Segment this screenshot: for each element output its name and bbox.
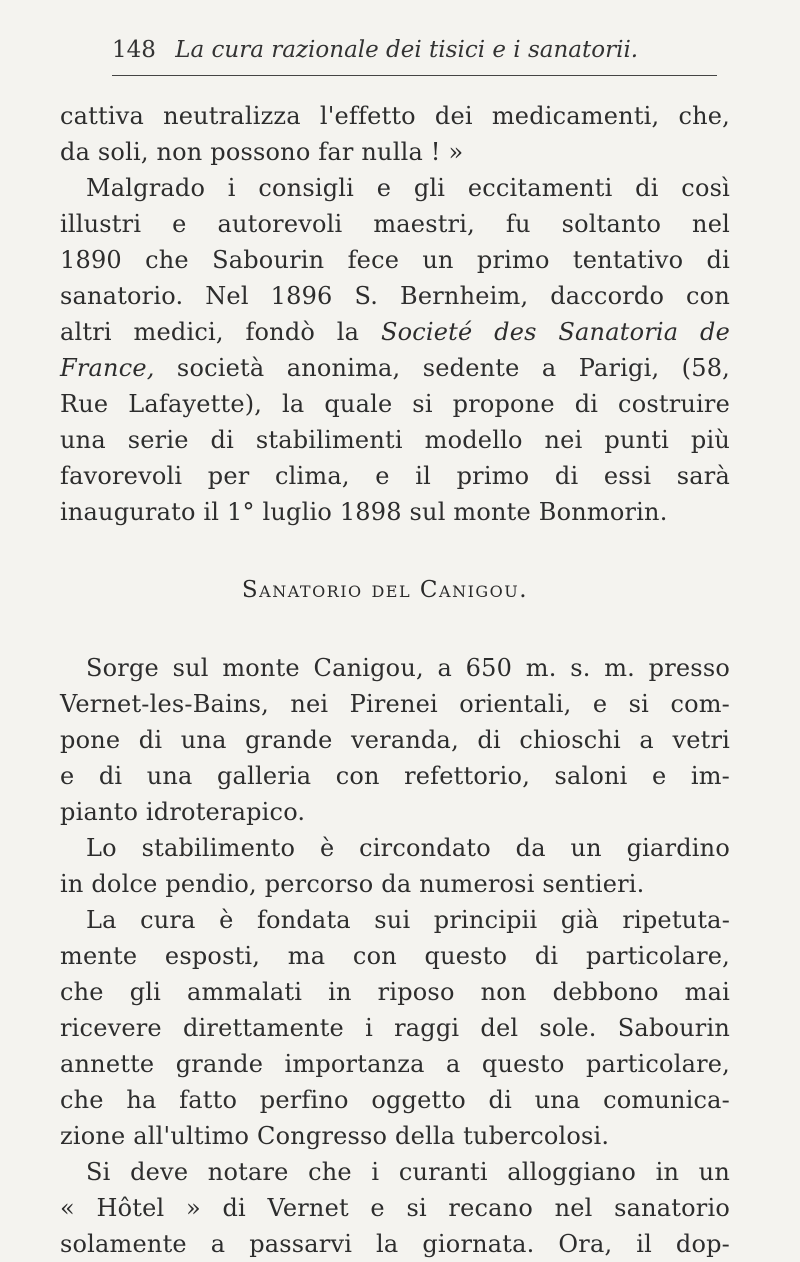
- text-line: Malgrado i consigli e gli eccitamenti di così: [86, 174, 730, 202]
- text-line: pone di una grande veranda, di chioschi a vetri: [60, 726, 730, 754]
- text-line: « Hôtel » di Vernet e si recano nel sanatorio: [60, 1194, 730, 1222]
- text-line: inaugurato il 1° luglio 1898 sul monte Bonmorin.: [60, 498, 668, 526]
- text-segment: società anonima, sedente a Parigi, (58,: [154, 354, 730, 382]
- text-line: Si deve notare che i curanti alloggiano in un: [86, 1158, 730, 1186]
- text-line: cattiva neutralizza l'effetto dei medicamenti, che,: [60, 102, 730, 130]
- text-line: Vernet-les-Bains, nei Pirenei orientali, e si com-: [60, 690, 730, 718]
- text-line: annette grande importanza a questo particolare,: [60, 1050, 730, 1078]
- header-rule: [112, 75, 717, 76]
- text-line: pianto idroterapico.: [60, 798, 306, 826]
- body-text: [60, 98, 730, 1262]
- page-number: 148: [112, 37, 156, 63]
- text-line: sanatorio. Nel 1896 S. Bernheim, daccordo con: [60, 282, 730, 310]
- text-line: 1890 che Sabourin fece un primo tentativo di: [60, 246, 730, 274]
- text-line: e di una galleria con refettorio, saloni e im-: [60, 762, 730, 790]
- text-line: da soli, non possono far nulla ! »: [60, 138, 464, 166]
- text-line: [60, 350, 730, 386]
- text-line: [60, 314, 730, 350]
- text-line: zione all'ultimo Congresso della tubercolosi.: [60, 1122, 610, 1150]
- spacer: [60, 608, 730, 650]
- text-line: in dolce pendio, percorso da numerosi sentieri.: [60, 870, 645, 898]
- text-line: che ha fatto perfino oggetto di una comunica-: [60, 1086, 730, 1114]
- text-line: Lo stabilimento è circondato da un giardino: [86, 834, 730, 862]
- text-line: solamente a passarvi la giornata. Ora, il dop-: [60, 1230, 730, 1258]
- running-title: La cura razionale dei tisici e i sanatorii.: [175, 37, 639, 63]
- text-line: che gli ammalati in riposo non debbono mai: [60, 978, 730, 1006]
- italic-segment: France,: [60, 354, 155, 382]
- text-line: favorevoli per clima, e il primo di essi sarà: [60, 462, 730, 490]
- section-heading: Sanatorio del Canigou.: [241, 577, 529, 603]
- text-line: La cura è fondata sui principii già ripetuta-: [86, 906, 730, 934]
- running-header: [112, 34, 722, 66]
- italic-segment: Societé des Sanatoria de: [380, 318, 730, 346]
- text-line: illustri e autorevoli maestri, fu soltanto nel: [60, 210, 730, 238]
- text-line: una serie di stabilimenti modello nei punti più: [60, 426, 730, 454]
- text-line: mente esposti, ma con questo di particolare,: [60, 942, 730, 970]
- text-line: Rue Lafayette), la quale si propone di costruire: [60, 390, 730, 418]
- text-line: Sorge sul monte Canigou, a 650 m. s. m. presso: [86, 654, 730, 682]
- text-segment: altri medici, fondò la: [60, 318, 381, 346]
- spacer: [60, 530, 730, 572]
- text-line: ricevere direttamente i raggi del sole. Sabourin: [60, 1014, 730, 1042]
